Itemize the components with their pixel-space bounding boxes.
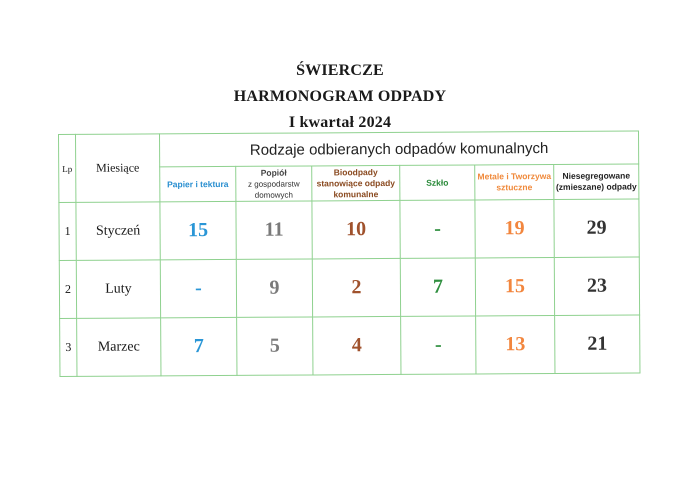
papier-day: -	[160, 259, 236, 317]
szklo-day: -	[401, 316, 476, 374]
metale-day: 13	[476, 315, 555, 373]
category-szklo-label: Szkło	[426, 177, 449, 188]
bio-day: 10	[312, 200, 400, 259]
bio-day: 2	[312, 258, 400, 317]
popiol-day: 9	[236, 259, 312, 317]
bio-day: 4	[313, 316, 401, 375]
popiol-day: 11	[236, 201, 312, 259]
category-nieseg-label: Niesegregowane (zmieszane) odpady	[555, 170, 637, 192]
table-row	[59, 199, 639, 261]
szklo-day: 7	[400, 258, 475, 316]
popiol-day: 5	[237, 317, 313, 375]
document-title-block	[0, 58, 680, 136]
row-number: 2	[59, 260, 76, 318]
row-number: 3	[60, 318, 77, 376]
metale-day: 19	[475, 199, 554, 257]
category-popiol-label: Popiół	[260, 167, 287, 178]
location-title: ŚWIERCZE	[296, 62, 384, 79]
table-row	[59, 257, 639, 319]
papier-day: 15	[160, 201, 236, 259]
category-papier	[160, 166, 236, 201]
month-name: Styczeń	[76, 202, 160, 261]
category-szklo	[400, 165, 475, 200]
lp-header: Lp	[59, 134, 76, 202]
table-header-row	[59, 131, 639, 168]
metale-day: 15	[475, 257, 554, 315]
category-bio-label: Bioodpady	[333, 166, 378, 177]
category-popiol	[236, 166, 312, 201]
szklo-day: -	[400, 200, 475, 258]
category-bio-sub: stanowiące odpady komunalne	[316, 177, 396, 199]
category-nieseg	[554, 164, 639, 200]
category-popiol-sub: z gospodarstw domowych	[247, 179, 300, 200]
nieseg-day: 23	[554, 257, 639, 316]
schedule-title: HARMONOGRAM ODPADY	[233, 88, 447, 105]
month-name: Marzec	[77, 318, 161, 377]
papier-day: 7	[161, 317, 237, 375]
table-row	[60, 315, 640, 377]
nieseg-day: 29	[554, 199, 639, 258]
category-bio	[312, 165, 400, 201]
waste-schedule-table	[58, 130, 640, 377]
month-name: Luty	[76, 260, 160, 319]
waste-types-header: Rodzaje odbieranych odpadów komunalnych	[160, 131, 639, 167]
category-papier-label: Papier i tektura	[167, 178, 229, 189]
category-metale-label: Metale i Tworzywa sztuczne	[477, 170, 552, 193]
row-number: 1	[59, 202, 76, 260]
nieseg-day: 21	[555, 315, 640, 374]
category-metale	[475, 164, 554, 199]
period-title: I kwartał 2024	[288, 114, 392, 131]
month-header: Miesiące	[76, 134, 160, 203]
